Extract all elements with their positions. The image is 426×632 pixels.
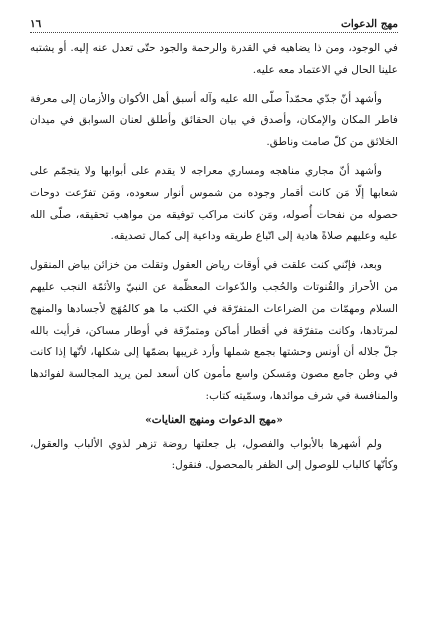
paragraph-1: في الوجود، ومن ذا يضاهيه في القدرة والرحمة والجود حتّى تعدل عنه إليه. أو يشتبه علينا الحال في الاعتماد معه عليه.	[30, 42, 398, 76]
page-body	[30, 38, 398, 477]
paragraph-4: وبعد، فإنّني كنت علقت في أوقات رياض العقول وتقلت من خزائن بياض المنقول من الأحراز والقُنوتات والحُجب والدّعوات المعظّمة عن النبيّ والأئمّة النجب عليهم السلام ومهمّات من الضراعات المتفرّقة في الكتب ما هو كالمُهَج لأجسادها والمنهج لمرتادها، وكانت متفرّقة في أقطار أماكن ومتمزّقة في أوطار مساكن، فرأيت بالله جلّ جلاله أن أونس وحشتها بجمع شملها وأرد غريبها بضمّها إلى شكلها، لأنّها إذا كانت في وطن جامع مصون ومَسكن واسع مأمون كان أسعد لمن يريد المجالسة لفوائدها والمنافسة في شرف موائدها، وسمّيته كتاب:	[30, 259, 398, 402]
page-header	[30, 12, 398, 30]
running-title: مهج الدعوات	[340, 18, 398, 30]
paragraph-2: وأشهد أنّ جدّي محمّداً صلّى الله عليه وآله أسبق أهل الأكوان والأزمان إلى معرفة فاطر المكان والإمكان، وأصدق في بيان الحقائق وأطلق لعنان السوابق في ميدان الخلائق من كلّ صامت وناطق.	[30, 92, 398, 149]
book-title: «مهج الدعوات ومنهج العنايات»	[145, 413, 283, 426]
page-number: ١٦	[30, 18, 42, 30]
closing-paragraph: ولم أشهرها بالأبواب والفصول، بل جعلتها روضة تزهر لذوي الألباب والعقول، وكأنّها كالباب للوصول إلى الظفر بالمحصول. فنقول:	[30, 437, 398, 472]
header-divider	[30, 32, 398, 33]
paragraph-3: وأشهد أنّ مجاري مناهجه ومساري معراجه لا يقدم على أبوابها ولا يتجمّم على شعابها إلّا مَن كانت أقمار وجوده من شموس أنوار سعوده، ومَن تفرّعت دوحات حصوله من نفحات أُصوله، ومَن كانت مراكب توفيقه من مواهب تحقيقه، صلّى الله عليه وعليهم صلاةً هادية إلى اتّباع طريقه وداعية إلى كمال تصديقه.	[30, 164, 398, 243]
